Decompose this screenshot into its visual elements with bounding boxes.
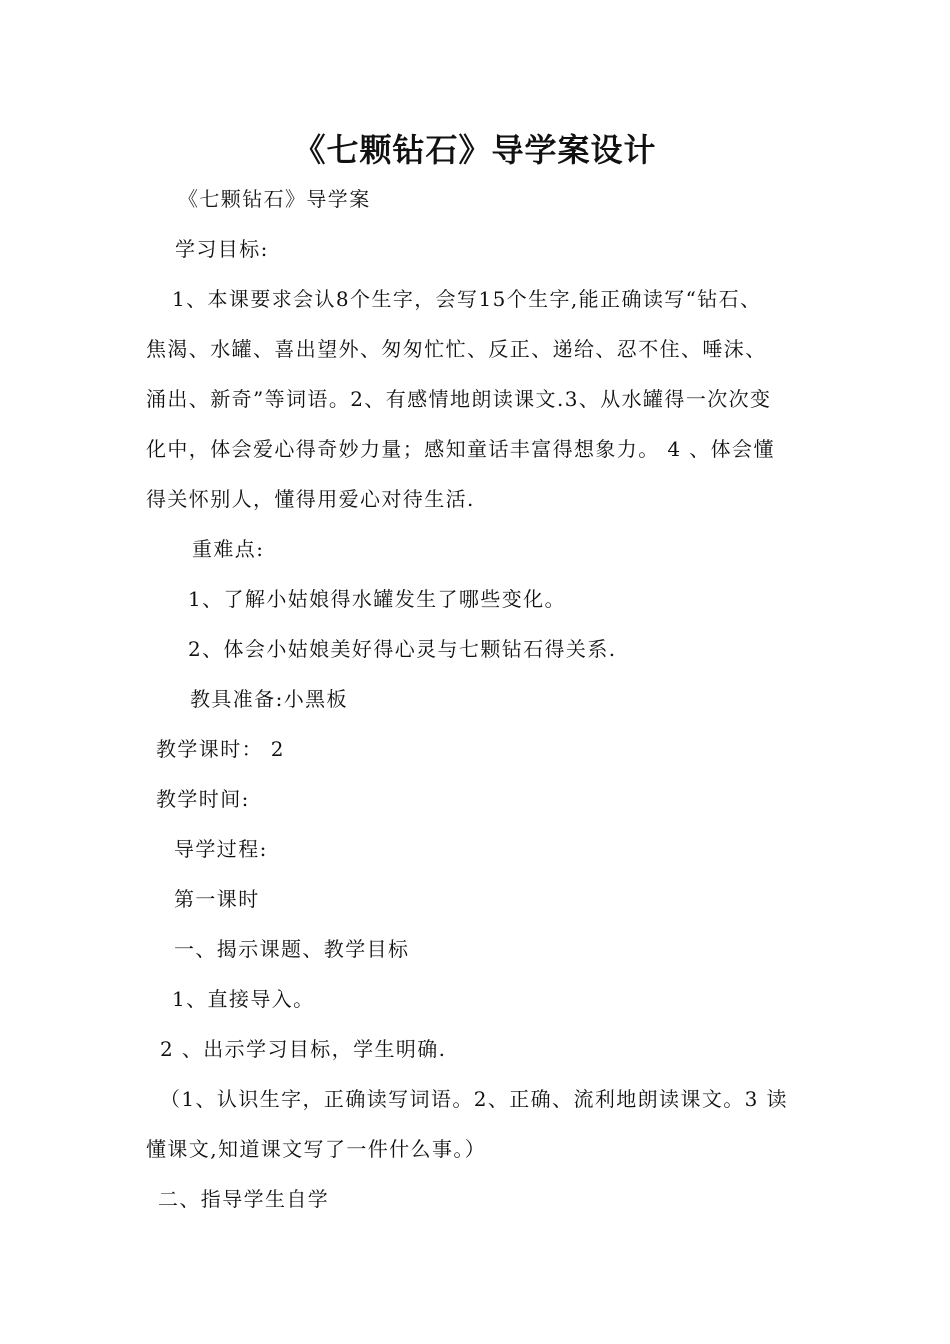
step-item: 2 、出示学习目标，学生明确. [160,1037,447,1061]
section-heading: 二、指导学生自学 [158,1187,330,1211]
process-heading: 导学过程: [174,837,268,861]
goals-text-line: 得关怀别人，懂得用爱心对待生活. [146,487,475,511]
subtitle-line: 《七颗钻石》导学案 [178,187,371,211]
key-points-heading: 重难点: [192,537,265,561]
teaching-time-line: 教学时间: [156,787,250,811]
teaching-aids-line: 教具准备:小黑板 [190,687,348,711]
goals-text-line: 化中，体会爱心得奇妙力量；感知童话丰富得想象力。 4 、体会懂 [146,437,775,461]
first-lesson-heading: 第一课时 [174,887,260,911]
step-detail-line: （1、认识生字，正确读写词语。2、正确、流利地朗读课文。3 读 [160,1087,788,1111]
step-item: 1、直接导入。 [172,987,315,1011]
key-point-item: 1、了解小姑娘得水罐发生了哪些变化。 [188,587,566,611]
goals-text-line: 1、本课要求会认8个生字，会写15个生字,能正确读写“钻石、 [172,287,762,311]
class-hours-line: 教学课时： 2 [156,737,285,761]
learning-goals-heading: 学习目标: [175,237,269,261]
key-point-item: 2、体会小姑娘美好得心灵与七颗钻石得关系. [188,637,617,661]
goals-text-line: 涌出、新奇”等词语。2、有感情地朗读课文.3、从水罐得一次次变 [146,387,772,411]
goals-text-line: 焦渴、水罐、喜出望外、匆匆忙忙、反正、递给、忍不住、唾沫、 [146,337,767,361]
step-detail-line: 懂课文,知道课文写了一件什么事。） [146,1137,487,1161]
document-title: 《七颗钻石》导学案设计 [293,131,657,169]
section-heading: 一、揭示课题、教学目标 [174,937,410,961]
